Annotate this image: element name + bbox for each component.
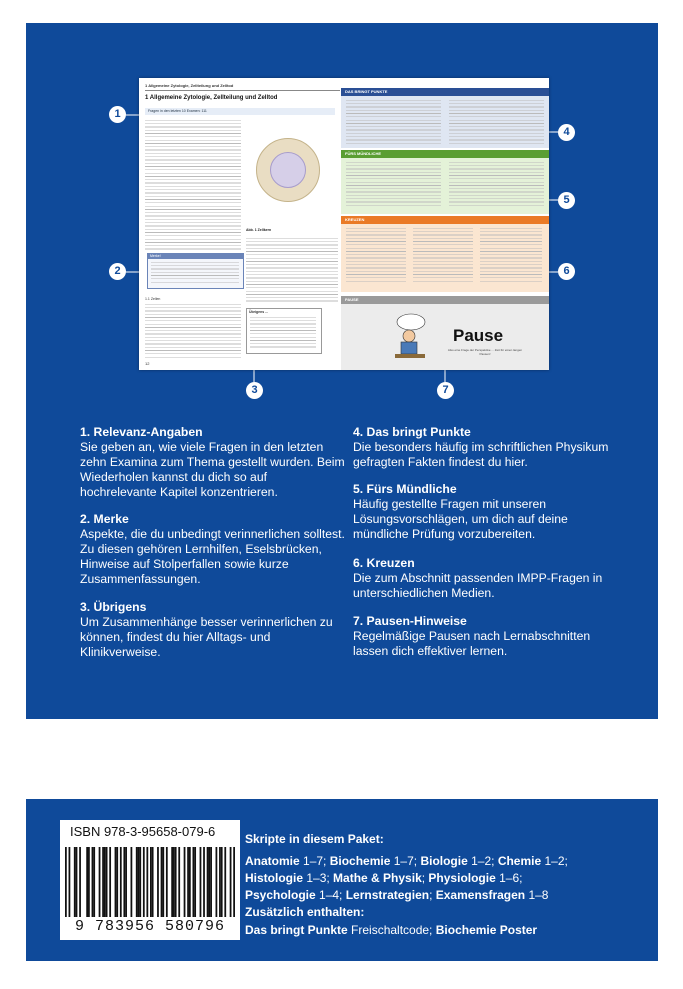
body-text-column-2 <box>145 304 241 359</box>
barcode-bar <box>173 847 175 917</box>
cell-figure <box>246 120 338 230</box>
package-subject-count: ; <box>429 888 436 902</box>
das-bringt-punkte-section <box>341 88 549 148</box>
kreuzen-col-2 <box>413 228 473 283</box>
marker-6: 6 <box>558 263 575 280</box>
barcode-bar <box>219 847 221 917</box>
legend-title: 2. Merke <box>80 512 129 526</box>
kreuzen-section <box>341 216 549 292</box>
das-bringt-punkte-bar: DAS BRINGT PUNKTE <box>341 88 549 96</box>
legend-das-bringt-punkte <box>353 425 618 470</box>
pause-heading: Pause <box>453 326 504 345</box>
legend-title: 6. Kreuzen <box>353 556 415 570</box>
muendliche-text-right <box>449 162 544 208</box>
relevanz-box: Fragen in den letzten 10 Examen: 111 <box>145 108 335 115</box>
package-subject: Biochemie <box>329 854 391 868</box>
barcode-bar <box>69 847 71 917</box>
barcode-bar <box>193 847 195 917</box>
page-number: 12 <box>145 361 150 366</box>
barcode-bar <box>131 847 133 917</box>
header-rule <box>145 90 340 91</box>
barcode-image <box>65 847 235 917</box>
ubrigens-box <box>246 308 322 354</box>
legend-text: Sie geben an, wie viele Fragen in den letzten zehn Examina zum Thema gestellt wurden. Beim Wiederholen kannst du dich so auf hochrelevante Kapitel konzentrieren. <box>80 440 345 499</box>
package-subject: Biologie <box>420 854 468 868</box>
legend-text: Aspekte, die du unbedingt verinnerlichen solltest. Zu diesen gehören Lernhilfen, Eselsbrücken, Hinweise auf Stolperfallen sowie kurze Zusammenfassungen. <box>80 527 345 586</box>
barcode-bar <box>123 847 125 917</box>
figure-caption: Abb. 1 Zellkern <box>246 228 272 232</box>
package-subject: Lernstrategien <box>345 888 430 902</box>
barcode-bar <box>120 847 122 917</box>
barcode-bar <box>224 847 226 917</box>
punkte-text-right <box>449 100 544 144</box>
package-subject: Psychologie <box>245 888 316 902</box>
barcode-bar <box>184 847 186 917</box>
left-page <box>139 78 341 370</box>
legend-title: 3. Übrigens <box>80 600 147 614</box>
barcode-bar <box>125 847 127 917</box>
package-line-4 <box>245 923 537 937</box>
legend-kreuzen <box>353 556 618 601</box>
package-subject: Physiologie <box>428 871 496 885</box>
marker-7: 7 <box>437 382 454 399</box>
barcode-bar <box>208 847 210 917</box>
barcode-bar <box>76 847 78 917</box>
barcode-bar <box>99 847 101 917</box>
barcode-bar <box>233 847 235 917</box>
legend-title: 5. Fürs Mündliche <box>353 482 457 496</box>
isbn-label: ISBN 978-3-95658-079-6 <box>70 824 216 839</box>
barcode-bar <box>116 847 118 917</box>
package-heading: Skripte in diesem Paket: <box>245 832 384 846</box>
legend-ubrigens <box>80 600 345 660</box>
legend-text: Die besonders häufig im schriftlichen Physikum gefragten Fakten findest du hier. <box>353 440 609 469</box>
ubrigens-text <box>250 317 316 349</box>
package-subject: Das bringt Punkte <box>245 923 348 937</box>
legend-relevanz <box>80 425 345 500</box>
package-subject-count: 1–8 <box>525 888 549 902</box>
marker-2: 2 <box>109 263 126 280</box>
legend-merke <box>80 512 345 587</box>
barcode-bar <box>106 847 108 917</box>
barcode-bar <box>88 847 90 917</box>
package-subject-count: 1–2; <box>467 854 498 868</box>
barcode-bar <box>171 847 173 917</box>
barcode-digits: 9 783956 580796 <box>74 918 226 935</box>
running-header: 1 Allgemeine Zytologie, Zellteilung und Zelltod <box>145 83 234 88</box>
barcode-bar <box>92 847 94 917</box>
barcode-bar <box>152 847 154 917</box>
pause-section <box>341 296 549 370</box>
muendliche-text-left <box>346 162 441 208</box>
package-subject: Examensfragen <box>435 888 526 902</box>
barcode-bar <box>109 847 111 917</box>
barcode-bar <box>150 847 152 917</box>
package-subject-count: 1–6; <box>495 871 523 885</box>
extras-heading: Zusätzlich enthalten: <box>245 905 365 919</box>
merke-text <box>151 262 239 284</box>
barcode-bar <box>86 847 88 917</box>
barcode-bar <box>189 847 191 917</box>
barcode-bar <box>102 847 104 917</box>
kreuzen-col-3 <box>480 228 542 283</box>
barcode-bar <box>157 847 159 917</box>
fuers-muendliche-bar: FÜRS MÜNDLICHE <box>341 150 549 158</box>
barcode-bar <box>216 847 218 917</box>
legend-title: 4. Das bringt Punkte <box>353 425 471 439</box>
legend-text: Häufig gestellte Fragen mit unseren Lösungsvorschlägen, um dich auf deine mündliche Prüfung vorzubereiten. <box>353 497 568 541</box>
kreuzen-bar: KREUZEN <box>341 216 549 224</box>
pause-subtext: Also eine Frage der Perspektive ... Zeit für einen langen Pausen! <box>447 348 523 356</box>
barcode-bar <box>230 847 232 917</box>
nucleus-illustration <box>270 152 306 188</box>
legend-text: Um Zusammenhänge besser verinnerlichen zu können, findest du hier Alltags- und Klinikverweise. <box>80 615 333 659</box>
barcode-bar <box>104 847 106 917</box>
barcode-bar <box>65 847 67 917</box>
merke-label: Merke! <box>148 254 243 259</box>
legend-title: 1. Relevanz-Angaben <box>80 425 203 439</box>
marker-5: 5 <box>558 192 575 209</box>
package-subject-count: ; <box>421 871 429 885</box>
barcode-bar <box>139 847 141 917</box>
barcode-bar <box>138 847 140 917</box>
barcode-bar <box>146 847 148 917</box>
legend-text: Die zum Abschnitt passenden IMPP-Fragen in unterschiedlichen Medien. <box>353 571 603 600</box>
package-subject-count: 1–4; <box>315 888 346 902</box>
marker-1: 1 <box>109 106 126 123</box>
package-subject: Biochemie Poster <box>435 923 538 937</box>
marker-4: 4 <box>558 124 575 141</box>
ubrigens-label: Übrigens ... <box>249 310 269 314</box>
package-line-2 <box>245 871 522 885</box>
barcode-bar <box>200 847 202 917</box>
legend-fuers-muendliche <box>353 482 618 542</box>
fuers-muendliche-section <box>341 150 549 214</box>
package-subject-count: 1–2; <box>541 854 568 868</box>
merke-box <box>147 253 244 289</box>
legend-text: Regelmäßige Pausen nach Lernabschnitten lassen dich effektiver lernen. <box>353 629 591 658</box>
barcode-bar <box>187 847 189 917</box>
pause-bar: PAUSE <box>341 296 549 304</box>
barcode-bar <box>115 847 117 917</box>
barcode-bar <box>161 847 163 917</box>
package-subject: Anatomie <box>245 854 300 868</box>
package-subject: Chemie <box>497 854 542 868</box>
barcode-bar <box>175 847 177 917</box>
isbn-barcode-box <box>60 820 240 940</box>
barcode-bar <box>166 847 168 917</box>
barcode-bar <box>162 847 164 917</box>
package-subject-count: 1–3; <box>303 871 334 885</box>
package-subject: Histologie <box>245 871 304 885</box>
right-page <box>341 78 549 370</box>
legend-title: 7. Pausen-Hinweise <box>353 614 467 628</box>
legend-pausen-hinweise <box>353 614 618 659</box>
barcode-bar <box>143 847 145 917</box>
barcode-bar <box>136 847 138 917</box>
barcode-bar <box>74 847 76 917</box>
body-text-column <box>145 120 241 250</box>
barcode-bar <box>79 847 81 917</box>
barcode-bar <box>93 847 95 917</box>
kreuzen-col-1 <box>346 228 406 283</box>
zellen-heading: 1.1 Zellen <box>145 297 161 301</box>
barcode-bar <box>210 847 212 917</box>
chapter-title: 1 Allgemeine Zytologie, Zellteilung und Zelltod <box>145 95 278 101</box>
barcode-bar <box>221 847 223 917</box>
barcode-bar <box>207 847 209 917</box>
pause-cartoon-illustration <box>389 310 433 360</box>
package-subject-count: 1–7; <box>299 854 330 868</box>
barcode-bar <box>203 847 205 917</box>
barcode-bar <box>178 847 180 917</box>
package-subject-count: 1–7; <box>390 854 421 868</box>
body-text-column-3 <box>246 238 338 304</box>
barcode-bar <box>194 847 196 917</box>
marker-3: 3 <box>246 382 263 399</box>
package-subject: Mathe & Physik <box>333 871 422 885</box>
package-line-1 <box>245 854 568 868</box>
package-line-3 <box>245 888 548 902</box>
book-spread-preview <box>139 78 549 370</box>
package-subject-count: Freischaltcode; <box>347 923 436 937</box>
punkte-text-left <box>346 100 441 144</box>
